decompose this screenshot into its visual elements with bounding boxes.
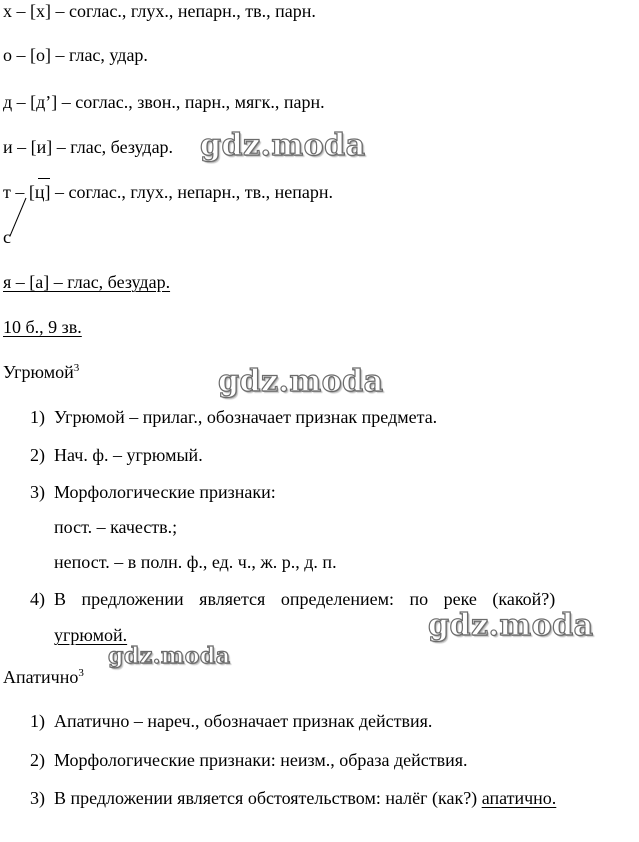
watermark-logo: gdz.moda	[428, 608, 594, 643]
phonetic-line-s: с	[3, 227, 11, 247]
word2-item-2: 2) Морфологические признаки: неизм., образа действия.	[30, 750, 468, 770]
watermark-logo: gdz.moda	[108, 643, 231, 669]
word2-item-1: 1) Апатично – нареч., обозначает признак действия.	[30, 711, 433, 731]
word1-item-3: 3) Морфологические признаки:	[30, 482, 276, 502]
phonetic-line-o: о – [о] – глас, удар.	[3, 45, 148, 65]
letter-sound-count: 10 б., 9 зв.	[3, 317, 82, 337]
phonetic-line-i: и – [и] – глас, безудар.	[3, 137, 174, 157]
phonetic-line-t: т – [ц] – соглас., глух., непарн., тв., непарн.	[3, 182, 333, 202]
word2-item-3: 3) В предложении является обстоятельством: налёг (как?) апатично.	[30, 788, 557, 808]
overline-mark	[38, 178, 50, 179]
word1-var-features: непост. – в полн. ф., ед. ч., ж. р., д. п.	[54, 552, 337, 572]
phonetic-line-ya: я – [а] – глас, безудар.	[3, 272, 171, 292]
phonetic-line-d: д – [д’] – соглас., звон., парн., мягк., парн.	[3, 92, 325, 112]
word1-item-2: 2) Нач. ф. – угрюмый.	[30, 445, 203, 465]
word2-title: Апатично$^3$	[3, 667, 84, 687]
word1-item-4: 4) В предложении является определением: по реке (какой?)	[30, 589, 556, 609]
watermark-logo: gdz.moda	[218, 364, 384, 399]
watermark-logo: gdz.moda	[200, 128, 366, 163]
word1-item-1: 1) Угрюмой – прилаг., обозначает признак предмета.	[30, 407, 438, 427]
word1-const-features: пост. – качеств.;	[54, 517, 178, 537]
word1-title: Угрюмой$^3$	[3, 362, 80, 382]
word1-item-4-end: угрюмой.	[54, 625, 128, 645]
phonetic-line-x: х – [х] – соглас., глух., непарн., тв., парн.	[3, 1, 316, 21]
